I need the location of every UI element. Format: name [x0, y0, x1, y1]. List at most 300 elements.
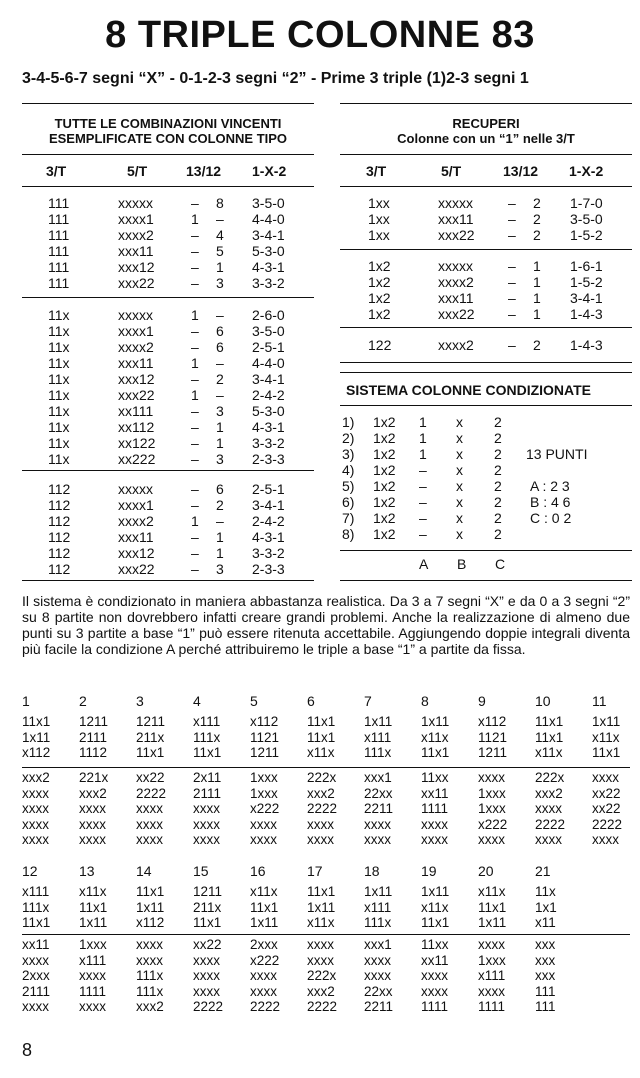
table-cell: xxxx1 — [118, 211, 154, 227]
sistema-cell: 2 — [494, 510, 502, 526]
grid-cell: 11x1 — [136, 884, 165, 899]
grid-cell: 2211 — [364, 999, 394, 1015]
sistema-cell: 2 — [494, 478, 502, 494]
table-cell: 11x — [48, 307, 70, 323]
grid-cell: 1111 — [421, 999, 449, 1015]
table-cell: 1x2 — [368, 290, 391, 306]
sistema-cell: – — [419, 494, 427, 510]
table-cell: 11x — [48, 403, 70, 419]
table-cell: 1-4-3 — [570, 306, 603, 322]
table-cell: xxxxx — [118, 481, 153, 497]
table-cell: xxx22 — [118, 275, 155, 291]
page-title: 8 TRIPLE COLONNE 83 — [105, 14, 535, 56]
table-cell: 4-3-1 — [252, 259, 285, 275]
sistema-cell: x — [456, 430, 463, 446]
grid-cell: xxxx — [535, 832, 562, 848]
grid-cell: 11x1 — [421, 915, 450, 931]
grid-cell: 11x — [535, 884, 556, 899]
grid-cell: x11x — [79, 884, 107, 899]
grid-cell: x11x — [307, 915, 335, 931]
sistema-cell: 1x2 — [373, 430, 396, 446]
grid-cell: 111x — [136, 968, 164, 984]
table-cell: xxx22 — [438, 306, 475, 322]
table-cell: xx122 — [118, 435, 156, 451]
table-cell: 111 — [48, 211, 70, 227]
table-cell: 112 — [48, 561, 71, 577]
table-cell: xxx11 — [118, 355, 154, 371]
grid-cell: 2211 — [364, 801, 394, 817]
table-cell: xx222 — [118, 451, 156, 467]
table-cell: 11x — [48, 419, 70, 435]
grid-cell: 222x — [535, 770, 565, 785]
table-cell: 1 — [216, 529, 224, 545]
grid-cell: 11x1 — [307, 884, 336, 899]
grid-cell: x112 — [250, 714, 279, 729]
grid-cell: 1xxx — [79, 937, 107, 952]
table-cell: 3-4-1 — [252, 371, 285, 387]
table-cell: 1 — [191, 513, 199, 529]
table-cell: 3-5-0 — [252, 195, 285, 211]
grid-cell: xxxx — [136, 952, 163, 968]
table-cell: xxxx2 — [118, 513, 154, 529]
grid-cell: xxxx — [193, 816, 220, 832]
table-cell: 3-3-2 — [252, 275, 285, 291]
table-cell: xxxxx — [438, 258, 473, 274]
grid-cell: xxxx — [421, 968, 448, 984]
table-cell: – — [191, 259, 199, 275]
grid-cell: 2xxx — [22, 968, 50, 984]
table-cell: – — [191, 227, 199, 243]
table-cell: 1 — [216, 545, 224, 561]
table-cell: 11x — [48, 451, 70, 467]
grid-cell: 11x1 — [193, 915, 222, 931]
grid-cell: 111 — [535, 999, 556, 1015]
sistema-cell: – — [419, 510, 427, 526]
sistema-cell: 2) — [342, 430, 355, 446]
grid-cell: xxxx — [136, 816, 163, 832]
table-cell: xxx12 — [118, 259, 155, 275]
table-cell: – — [191, 275, 199, 291]
sistema-cell: 1x2 — [373, 526, 396, 542]
grid-cell: x112 — [22, 745, 51, 761]
column-number: 7 — [364, 693, 372, 709]
table-cell: 1 — [191, 211, 199, 227]
table-cell: 3 — [216, 451, 224, 467]
grid-cell: 2222 — [250, 999, 281, 1015]
table-cell: – — [191, 561, 199, 577]
column-number: 5 — [250, 693, 258, 709]
right-col-3t: 3/T — [366, 163, 387, 179]
grid-cell: xxxx — [307, 952, 334, 968]
table-cell: 1xx — [368, 211, 390, 227]
sistema-cell: 2 — [494, 430, 502, 446]
grid-cell: 1x11 — [421, 884, 450, 899]
grid-cell: 1211 — [250, 745, 280, 761]
table-cell: 2-4-2 — [252, 513, 285, 529]
table-cell: xxx12 — [118, 371, 155, 387]
table-cell: xxx11 — [118, 243, 154, 259]
grid-cell: 11x1 — [307, 714, 336, 729]
table-cell: – — [191, 435, 199, 451]
table-cell: – — [191, 545, 199, 561]
grid-cell: 1xxx — [250, 770, 278, 785]
grid-cell: xx22 — [136, 770, 165, 785]
grid-cell: 2111 — [79, 729, 108, 745]
column-number: 1 — [22, 693, 30, 709]
table-cell: 3-4-1 — [252, 497, 285, 513]
table-cell: 1-5-2 — [570, 274, 603, 290]
grid-cell: 1xxx — [478, 801, 506, 817]
grid-cell: x11x — [307, 745, 335, 761]
table-cell: 4-4-0 — [252, 211, 285, 227]
grid-cell: xxx2 — [136, 999, 164, 1015]
grid-cell: xxx2 — [307, 785, 335, 801]
sistema-title: SISTEMA COLONNE CONDIZIONATE — [346, 382, 591, 398]
grid-cell: 111x — [136, 983, 164, 999]
table-cell: 1-7-0 — [570, 195, 603, 211]
table-cell: 3-5-0 — [570, 211, 603, 227]
grid-cell: 111x — [193, 729, 221, 745]
sistema-footer: A B C — [419, 556, 506, 572]
sistema-cell: x — [456, 462, 463, 478]
sistema-cell: 2 — [494, 446, 502, 462]
grid-cell: xxxx — [364, 968, 391, 984]
grid-cell: x111 — [364, 899, 392, 915]
grid-cell: 1x11 — [421, 714, 450, 729]
grid-cell: 11x1 — [193, 745, 222, 761]
grid-cell: 22xx — [364, 785, 393, 801]
table-cell: xxxx2 — [438, 274, 474, 290]
table-cell: – — [191, 497, 199, 513]
grid-cell: 1111 — [478, 999, 506, 1015]
grid-cell: xxxx — [250, 816, 277, 832]
column-number: 16 — [250, 863, 266, 879]
table-cell: 2 — [533, 195, 541, 211]
grid-cell: 11x1 — [250, 899, 279, 915]
table-cell: 2 — [216, 371, 224, 387]
table-cell: 1 — [533, 274, 541, 290]
table-cell: 111 — [48, 243, 70, 259]
left-col-5t: 5/T — [127, 163, 148, 179]
sistema-cell: 2 — [494, 494, 502, 510]
left-box-header-line1: TUTTE LE COMBINAZIONI VINCENTI — [54, 116, 282, 131]
grid-cell: 11x1 — [79, 899, 108, 915]
table-cell: 11x — [48, 355, 70, 371]
grid-cell: xxxx — [193, 983, 220, 999]
grid-cell: xxxx — [307, 937, 334, 952]
sistema-cell: x — [456, 414, 463, 430]
grid-cell: 2xxx — [250, 937, 278, 952]
column-number: 2 — [79, 693, 87, 709]
grid-cell: 222x — [307, 770, 337, 785]
grid-cell: xxxx — [136, 801, 163, 817]
grid-cell: xx22 — [193, 937, 222, 952]
table-cell: xxxxx — [118, 195, 153, 211]
grid-cell: 1211 — [136, 714, 166, 729]
table-cell: 11x — [48, 339, 70, 355]
sistema-cell: 1 — [419, 446, 427, 462]
grid-cell: xxx — [535, 937, 556, 952]
table-cell: – — [216, 211, 224, 227]
grid-cell: xxx2 — [535, 785, 563, 801]
grid-cell: xxxx — [307, 816, 334, 832]
sistema-cell: – — [419, 478, 427, 494]
table-cell: 11x — [48, 371, 70, 387]
grid-cell: xxxx — [79, 999, 106, 1015]
column-number: 9 — [478, 693, 486, 709]
column-number: 18 — [364, 863, 380, 879]
sistema-cell: 2 — [494, 414, 502, 430]
sistema-cell: x — [456, 446, 463, 462]
grid-cell: 211x — [136, 729, 165, 745]
grid-cell: xxxx — [136, 937, 163, 952]
table-cell: – — [191, 339, 199, 355]
grid-cell: xx11 — [22, 937, 50, 952]
table-cell: – — [216, 513, 224, 529]
table-cell: 11x — [48, 323, 70, 339]
table-cell: 4 — [216, 227, 224, 243]
table-cell: 2 — [533, 337, 541, 353]
left-col-1312: 13/12 — [186, 163, 222, 179]
grid-cell: xxxx — [193, 801, 220, 817]
column-number: 10 — [535, 693, 551, 709]
table-cell: 5 — [216, 243, 224, 259]
grid-cell: xxxx — [421, 816, 448, 832]
table-cell: xxxxx — [118, 307, 153, 323]
table-cell: xxxx2 — [438, 337, 474, 353]
table-cell: xxxxx — [438, 195, 473, 211]
table-cell: 1-4-3 — [570, 337, 603, 353]
grid-cell: x11x — [421, 729, 449, 745]
grid-cell: 1x11 — [250, 915, 279, 931]
grid-cell: 1111 — [79, 983, 107, 999]
table-cell: 3 — [216, 275, 224, 291]
column-number: 3 — [136, 693, 144, 709]
sistema-cell: x — [456, 510, 463, 526]
sistema-cell: 1x2 — [373, 414, 396, 430]
table-cell: 2 — [533, 211, 541, 227]
table-cell: 4-3-1 — [252, 529, 285, 545]
column-number: 19 — [421, 863, 437, 879]
table-cell: 2-5-1 — [252, 339, 285, 355]
grid-cell: 222x — [307, 968, 337, 984]
grid-cell: xxxx — [364, 816, 391, 832]
right-box-header-line1: RECUPERI — [452, 116, 520, 131]
grid-cell: x222 — [478, 816, 508, 832]
left-box-header-line2: ESEMPLIFICATE CON COLONNE TIPO — [48, 131, 288, 146]
table-cell: 11x — [48, 435, 70, 451]
table-cell: 6 — [216, 481, 224, 497]
grid-cell: 2222 — [193, 999, 224, 1015]
grid-cell: xxxx — [421, 832, 448, 848]
table-cell: – — [216, 387, 224, 403]
table-cell: 112 — [48, 481, 71, 497]
grid-cell: xxxx — [136, 832, 163, 848]
grid-cell: 11xx — [421, 770, 449, 785]
grid-cell: x112 — [478, 714, 507, 729]
column-number: 14 — [136, 863, 152, 879]
description-paragraph: Il sistema è condizionato in maniera abbastanza realistica. Da 3 a 7 segni “X” e da 0 a 3 segni “2” su 8 partite non dovrebbero infatti creare grandi problemi. Anche la realizzazione di almeno due punti su 3 partite a base “1” può essere ritenuta accettabile. Aggiungendo doppie integrali diventa più facile la condizione A perché attribuiremo le triple a base “1” a partite da fissa. — [22, 593, 630, 657]
table-cell: 2-6-0 — [252, 307, 285, 323]
grid-cell: xxx — [535, 952, 556, 968]
grid-cell: x11x — [535, 745, 563, 761]
grid-cell: xxxx — [364, 952, 391, 968]
table-cell: 4-4-0 — [252, 355, 285, 371]
table-cell: 1 — [216, 259, 224, 275]
grid-cell: 2222 — [307, 999, 338, 1015]
table-cell: 1 — [191, 387, 199, 403]
grid-cell: xxxx — [22, 801, 49, 817]
sistema-cell: 1x2 — [373, 494, 396, 510]
grid-cell: xxxx — [250, 968, 277, 984]
table-cell: – — [191, 195, 199, 211]
sistema-cell: 4) — [342, 462, 355, 478]
sistema-cell: 1) — [342, 414, 355, 430]
grid-cell: x222 — [250, 801, 280, 817]
grid-cell: 111x — [364, 915, 392, 931]
grid-cell: xx22 — [592, 801, 621, 817]
sistema-cell: 1x2 — [373, 446, 396, 462]
table-cell: – — [191, 481, 199, 497]
grid-cell: x11x — [421, 899, 449, 915]
grid-cell: 1211 — [478, 745, 508, 761]
table-cell: 3-5-0 — [252, 323, 285, 339]
grid-cell: x11 — [535, 915, 556, 931]
grid-cell: xxxx — [307, 832, 334, 848]
column-number: 12 — [22, 863, 38, 879]
grid-cell: xxx2 — [307, 983, 335, 999]
table-cell: 2 — [216, 497, 224, 513]
table-cell: 1-5-2 — [570, 227, 603, 243]
grid-cell: 1x11 — [364, 884, 393, 899]
table-cell: – — [508, 258, 516, 274]
sistema-cell: x — [456, 478, 463, 494]
table-cell: 1 — [533, 290, 541, 306]
grid-cell: x111 — [79, 952, 107, 968]
grid-cell: xxxx — [421, 983, 448, 999]
grid-cell: 1211 — [79, 714, 109, 729]
sistema-cell: 3) — [342, 446, 355, 462]
right-col-1x2: 1-X-2 — [569, 163, 604, 179]
table-cell: xxx22 — [118, 387, 155, 403]
table-cell: xxx11 — [438, 290, 474, 306]
grid-cell: xxxx — [193, 952, 220, 968]
grid-cell: 2111 — [193, 785, 222, 801]
table-cell: 2-4-2 — [252, 387, 285, 403]
table-cell: 3-3-2 — [252, 545, 285, 561]
grid-cell: 2222 — [592, 816, 623, 832]
grid-cell: xxxx — [79, 816, 106, 832]
grid-cell: xxxx — [79, 968, 106, 984]
column-number: 6 — [307, 693, 315, 709]
table-cell: xxxx2 — [118, 227, 154, 243]
grid-cell: xxxx — [478, 937, 505, 952]
table-cell: 112 — [48, 513, 71, 529]
column-number: 20 — [478, 863, 494, 879]
grid-cell: xxxx — [592, 770, 619, 785]
grid-cell: x11x — [250, 884, 278, 899]
grid-cell: 111 — [535, 983, 556, 999]
grid-cell: 11x1 — [22, 714, 51, 729]
grid-cell: 1xxx — [478, 952, 506, 968]
grid-cell: xxxx — [193, 968, 220, 984]
sistema-cell: 1 — [419, 414, 427, 430]
grid-cell: 221x — [79, 770, 109, 785]
grid-cell: xxxx — [250, 983, 277, 999]
sistema-cell: x — [456, 526, 463, 542]
table-cell: 2-3-3 — [252, 451, 285, 467]
grid-cell: xxx1 — [364, 937, 392, 952]
table-cell: xxx11 — [118, 529, 154, 545]
column-number: 17 — [307, 863, 323, 879]
grid-cell: xxxx — [250, 832, 277, 848]
table-cell: 2 — [533, 227, 541, 243]
grid-cell: 11x1 — [307, 729, 336, 745]
grid-cell: x111 — [478, 968, 506, 984]
grid-cell: xxxx — [79, 801, 106, 817]
sistema-cell: 6) — [342, 494, 355, 510]
table-cell: 1x2 — [368, 306, 391, 322]
table-cell: xxxx1 — [118, 323, 154, 339]
table-cell: – — [191, 529, 199, 545]
table-cell: 1xx — [368, 227, 390, 243]
right-col-1312: 13/12 — [503, 163, 539, 179]
table-cell: xxxx2 — [118, 339, 154, 355]
table-cell: – — [216, 307, 224, 323]
table-cell: xxxx1 — [118, 497, 154, 513]
table-cell: – — [216, 355, 224, 371]
grid-cell: 1121 — [478, 729, 508, 745]
grid-cell: xxxx — [535, 801, 562, 817]
grid-cell: x222 — [250, 952, 280, 968]
grid-cell: 2x11 — [193, 770, 222, 785]
table-cell: – — [191, 323, 199, 339]
table-cell: 8 — [216, 195, 224, 211]
grid-cell: xxxx — [22, 785, 49, 801]
column-number: 13 — [79, 863, 95, 879]
sistema-cell: 2 — [494, 462, 502, 478]
grid-cell: 1x11 — [364, 714, 393, 729]
table-cell: 1 — [216, 435, 224, 451]
sistema-cell: 1x2 — [373, 478, 396, 494]
table-cell: xx111 — [118, 403, 154, 419]
grid-cell: 11xx — [421, 937, 449, 952]
sistema-cell: – — [419, 526, 427, 542]
table-cell: 111 — [48, 259, 70, 275]
page-number: 8 — [22, 1040, 33, 1060]
table-cell: – — [508, 337, 516, 353]
right-box-header — [340, 116, 632, 146]
table-cell: – — [191, 403, 199, 419]
grid-cell: x111 — [364, 729, 392, 745]
table-cell: 5-3-0 — [252, 403, 285, 419]
table-cell: 1 — [191, 355, 199, 371]
table-cell: 11x — [48, 387, 70, 403]
grid-cell: x11x — [478, 884, 506, 899]
table-cell: 112 — [48, 529, 71, 545]
table-cell: 6 — [216, 323, 224, 339]
table-cell: – — [508, 195, 516, 211]
grid-cell: 2222 — [307, 801, 338, 817]
grid-cell: xx22 — [592, 785, 621, 801]
table-cell: 5-3-0 — [252, 243, 285, 259]
grid-cell: 1x11 — [22, 729, 51, 745]
grid-cell: 111x — [22, 899, 50, 915]
table-cell: 1x2 — [368, 274, 391, 290]
table-cell: 3-4-1 — [570, 290, 603, 306]
sistema-cell: 1x2 — [373, 510, 396, 526]
sistema-cell: – — [419, 462, 427, 478]
